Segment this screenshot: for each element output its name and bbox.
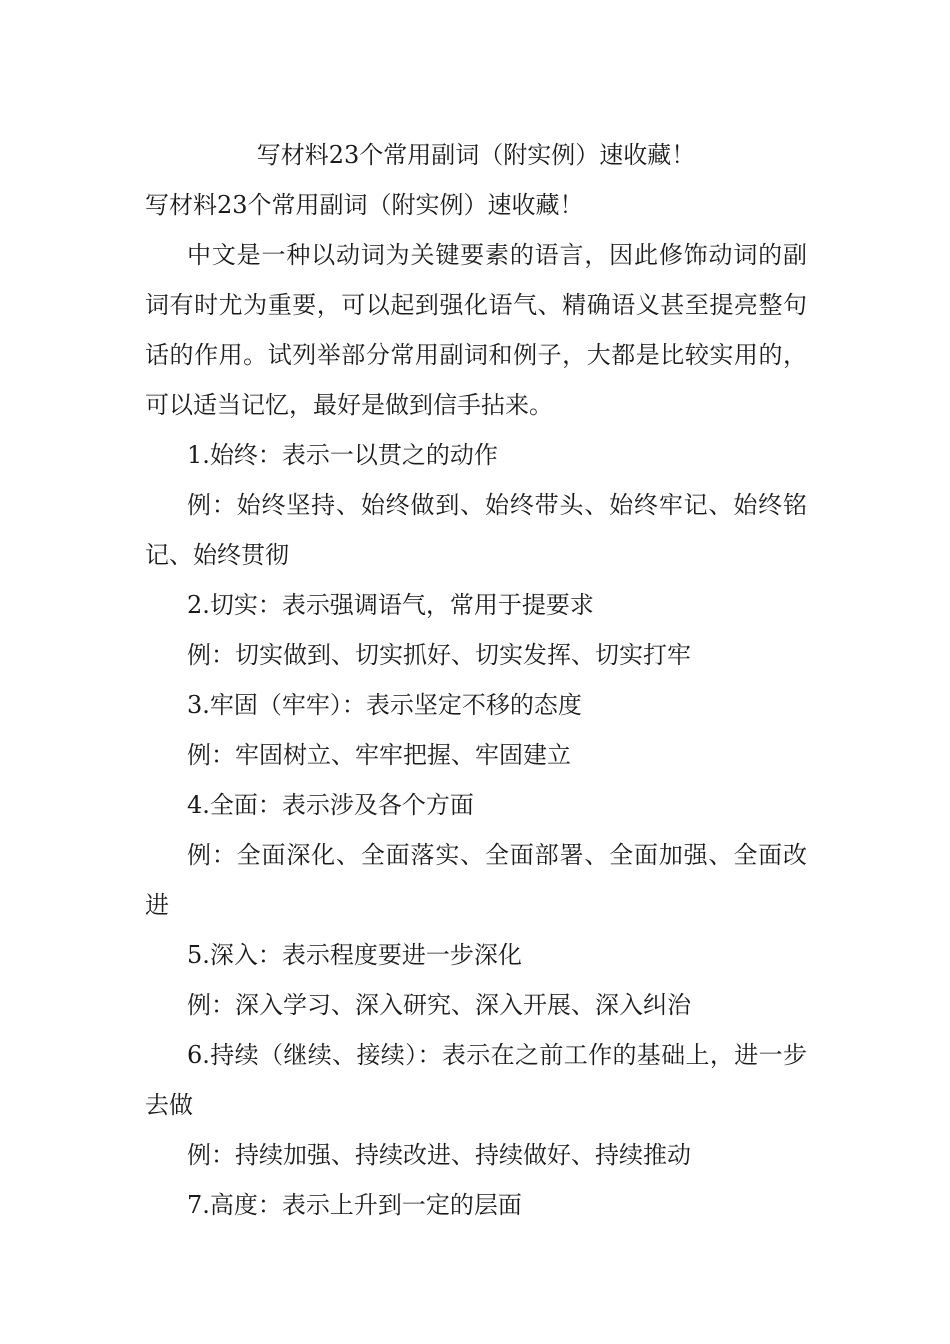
item-heading-4: 4.全面：表示涉及各个方面 — [187, 791, 474, 819]
item-example-2: 例：切实做到、切实抓好、切实发挥、切实打牢 — [187, 641, 691, 669]
item-example-5: 例：深入学习、深入研究、深入开展、深入纠治 — [187, 991, 691, 1019]
intro-paragraph: 中文是一种以动词为关键要素的语言，因此修饰动词的副词有时尤为重要，可以起到强化语气、精确语义甚至提亮整句话的作用。试列举部分常用副词和例子，大都是比较实用的，可以适当记忆，最好是做到信手拈来。 — [145, 241, 807, 419]
document-title: 写材料23个常用副词（附实例）速收藏！ — [256, 141, 696, 169]
item-example-1: 例：始终坚持、始终做到、始终带头、始终牢记、始终铭记、始终贯彻 — [145, 491, 807, 569]
item-example-6: 例：持续加强、持续改进、持续做好、持续推动 — [187, 1141, 691, 1169]
item-heading-5: 5.深入：表示程度要进一步深化 — [187, 941, 522, 969]
item-heading-3: 3.牢固（牢牢）：表示坚定不移的态度 — [187, 691, 582, 719]
item-heading-6: 6.持续（继续、接续）：表示在之前工作的基础上，进一步去做 — [145, 1041, 807, 1119]
item-example-4: 例：全面深化、全面落实、全面部署、全面加强、全面改进 — [145, 841, 807, 919]
document-body — [145, 130, 807, 1230]
document-subtitle: 写材料23个常用副词（附实例）速收藏！ — [145, 191, 584, 219]
item-heading-1: 1.始终：表示一以贯之的动作 — [187, 441, 498, 469]
item-example-3: 例：牢固树立、牢牢把握、牢固建立 — [187, 741, 571, 769]
item-heading-2: 2.切实：表示强调语气，常用于提要求 — [187, 591, 594, 619]
item-heading-7: 7.高度：表示上升到一定的层面 — [187, 1191, 522, 1219]
